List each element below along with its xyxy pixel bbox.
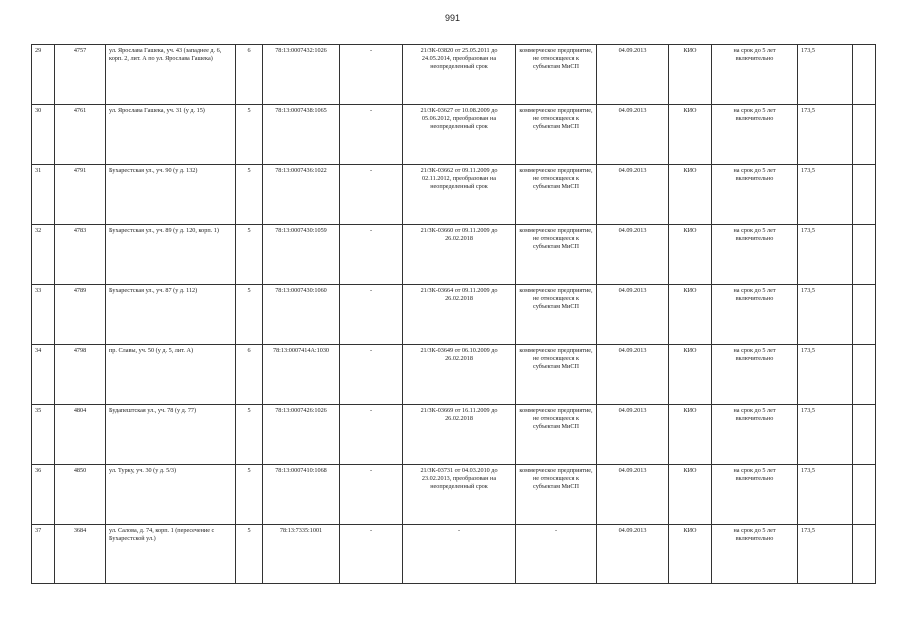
tenant-type-cell: коммерческое предприятие, не относящееся к субъектам МиСП [516, 285, 597, 345]
empty-cell-cell [853, 525, 876, 584]
cadastral-number-cell: 78:13:0007426:1026 [263, 405, 340, 465]
empty-cell-cell [853, 45, 876, 105]
table-row [32, 225, 876, 285]
table-row [32, 465, 876, 525]
decision-date-cell: 04.09.2013 [597, 525, 669, 584]
cadastral-number-cell: 78:13:0007430:1060 [263, 285, 340, 345]
table-row [32, 45, 876, 105]
row-number-cell: 36 [32, 465, 55, 525]
tenant-type-cell: коммерческое предприятие, не относящееся к субъектам МиСП [516, 105, 597, 165]
table-row [32, 285, 876, 345]
lease-term-cell: на срок до 5 лет включительно [712, 45, 798, 105]
row-number-cell: 30 [32, 105, 55, 165]
column-dash-cell: - [340, 525, 403, 584]
address-cell: ул. Турку, уч. 30 (у д. 5/3) [106, 465, 236, 525]
column-dash-cell: - [340, 405, 403, 465]
empty-cell-cell [853, 285, 876, 345]
object-id-cell: 4850 [55, 465, 106, 525]
tenant-type-cell: коммерческое предприятие, не относящееся к субъектам МиСП [516, 345, 597, 405]
lease-agreement-cell: 21/ЗК-03664 от 09.11.2009 до 26.02.2018 [403, 285, 516, 345]
table-row [32, 165, 876, 225]
decision-date-cell: 04.09.2013 [597, 225, 669, 285]
cadastral-number-cell: 78:13:7335:1001 [263, 525, 340, 584]
address-cell: ул. Салова, д. 74, корп. 1 (пересечение с Бухарестской ул.) [106, 525, 236, 584]
decision-date-cell: 04.09.2013 [597, 405, 669, 465]
column-dash-cell: - [340, 285, 403, 345]
lease-agreement-cell: 21/ЗК-03820 от 25.05.2011 до 24.05.2014, преобразован на неопределенный срок [403, 45, 516, 105]
row-number-cell: 33 [32, 285, 55, 345]
area-cell: 173,5 [798, 465, 853, 525]
empty-cell-cell [853, 105, 876, 165]
address-cell: Бухарестская ул., уч. 87 (у д. 112) [106, 285, 236, 345]
cadastral-number-cell: 78:13:0007430:1059 [263, 225, 340, 285]
zone-cell: 5 [236, 405, 263, 465]
lease-term-cell: на срок до 5 лет включительно [712, 345, 798, 405]
area-cell: 173,5 [798, 345, 853, 405]
cadastral-number-cell: 78:13:0007436:1022 [263, 165, 340, 225]
object-id-cell: 4798 [55, 345, 106, 405]
address-cell: пр. Славы, уч. 50 (у д. 5, лит. А) [106, 345, 236, 405]
lease-term-cell: на срок до 5 лет включительно [712, 225, 798, 285]
row-number-cell: 29 [32, 45, 55, 105]
zone-cell: 6 [236, 45, 263, 105]
lease-agreement-cell: 21/ЗК-03660 от 09.11.2009 до 26.02.2018 [403, 225, 516, 285]
object-id-cell: 4791 [55, 165, 106, 225]
address-cell: Бухарестская ул., уч. 89 (у д. 120, корп. 1) [106, 225, 236, 285]
decision-date-cell: 04.09.2013 [597, 285, 669, 345]
row-number-cell: 32 [32, 225, 55, 285]
area-cell: 173,5 [798, 45, 853, 105]
lease-term-cell: на срок до 5 лет включительно [712, 465, 798, 525]
organization-cell: КИО [669, 345, 712, 405]
organization-cell: КИО [669, 45, 712, 105]
lease-agreement-cell: - [403, 525, 516, 584]
object-id-cell: 4761 [55, 105, 106, 165]
table-row [32, 405, 876, 465]
column-dash-cell: - [340, 225, 403, 285]
lease-agreement-cell: 21/ЗК-03731 от 04.03.2010 до 23.02.2013, преобразован на неопределенный срок [403, 465, 516, 525]
tenant-type-cell: коммерческое предприятие, не относящееся к субъектам МиСП [516, 225, 597, 285]
address-cell: ул. Ярослава Гашека, уч. 43 (западнее д. 6, корп. 2, лит. А по ул. Ярослава Гашека) [106, 45, 236, 105]
lease-term-cell: на срок до 5 лет включительно [712, 285, 798, 345]
column-dash-cell: - [340, 165, 403, 225]
address-cell: Бухарестская ул., уч. 90 (у д. 132) [106, 165, 236, 225]
lease-agreement-cell: 21/ЗК-03627 от 10.08.2009 до 05.06.2012, преобразован на неопределенный срок [403, 105, 516, 165]
zone-cell: 5 [236, 285, 263, 345]
tenant-type-cell: коммерческое предприятие, не относящееся к субъектам МиСП [516, 465, 597, 525]
empty-cell-cell [853, 165, 876, 225]
zone-cell: 5 [236, 465, 263, 525]
lease-term-cell: на срок до 5 лет включительно [712, 105, 798, 165]
lease-agreement-cell: 21/ЗК-03662 от 09.11.2009 до 02.11.2012, преобразован на неопределенный срок [403, 165, 516, 225]
lease-agreement-cell: 21/ЗК-03669 от 16.11.2009 до 26.02.2018 [403, 405, 516, 465]
lease-term-cell: на срок до 5 лет включительно [712, 165, 798, 225]
zone-cell: 5 [236, 165, 263, 225]
object-id-cell: 4783 [55, 225, 106, 285]
object-id-cell: 4757 [55, 45, 106, 105]
document-table [31, 44, 876, 584]
decision-date-cell: 04.09.2013 [597, 345, 669, 405]
address-cell: Будапештская ул., уч. 78 (у д. 77) [106, 405, 236, 465]
row-number-cell: 31 [32, 165, 55, 225]
table-row [32, 105, 876, 165]
organization-cell: КИО [669, 225, 712, 285]
organization-cell: КИО [669, 285, 712, 345]
organization-cell: КИО [669, 165, 712, 225]
object-id-cell: 3684 [55, 525, 106, 584]
page-number: 991 [444, 13, 461, 23]
row-number-cell: 35 [32, 405, 55, 465]
organization-cell: КИО [669, 465, 712, 525]
area-cell: 173,5 [798, 405, 853, 465]
address-cell: ул. Ярослава Гашека, уч. 31 (у д. 15) [106, 105, 236, 165]
area-cell: 173,5 [798, 105, 853, 165]
area-cell: 173,5 [798, 285, 853, 345]
decision-date-cell: 04.09.2013 [597, 465, 669, 525]
lease-term-cell: на срок до 5 лет включительно [712, 405, 798, 465]
tenant-type-cell: коммерческое предприятие, не относящееся к субъектам МиСП [516, 165, 597, 225]
empty-cell-cell [853, 225, 876, 285]
object-id-cell: 4804 [55, 405, 106, 465]
organization-cell: КИО [669, 525, 712, 584]
organization-cell: КИО [669, 405, 712, 465]
tenant-type-cell: коммерческое предприятие, не относящееся к субъектам МиСП [516, 405, 597, 465]
area-cell: 173,5 [798, 165, 853, 225]
zone-cell: 5 [236, 225, 263, 285]
zone-cell: 5 [236, 525, 263, 584]
empty-cell-cell [853, 405, 876, 465]
decision-date-cell: 04.09.2013 [597, 165, 669, 225]
table-row [32, 525, 876, 584]
tenant-type-cell: коммерческое предприятие, не относящееся к субъектам МиСП [516, 45, 597, 105]
row-number-cell: 37 [32, 525, 55, 584]
tenant-type-cell: - [516, 525, 597, 584]
lease-term-cell: на срок до 5 лет включительно [712, 525, 798, 584]
organization-cell: КИО [669, 105, 712, 165]
cadastral-number-cell: 78:13:0007414А:1030 [263, 345, 340, 405]
column-dash-cell: - [340, 345, 403, 405]
cadastral-number-cell: 78:13:0007410:1068 [263, 465, 340, 525]
row-number-cell: 34 [32, 345, 55, 405]
zone-cell: 6 [236, 345, 263, 405]
cadastral-number-cell: 78:13:0007438:1065 [263, 105, 340, 165]
column-dash-cell: - [340, 45, 403, 105]
zone-cell: 5 [236, 105, 263, 165]
empty-cell-cell [853, 465, 876, 525]
table-row [32, 345, 876, 405]
area-cell: 173,5 [798, 525, 853, 584]
lease-agreement-cell: 21/ЗК-03649 от 06.10.2009 до 26.02.2018 [403, 345, 516, 405]
decision-date-cell: 04.09.2013 [597, 45, 669, 105]
empty-cell-cell [853, 345, 876, 405]
column-dash-cell: - [340, 105, 403, 165]
column-dash-cell: - [340, 465, 403, 525]
object-id-cell: 4789 [55, 285, 106, 345]
cadastral-number-cell: 78:13:0007432:1026 [263, 45, 340, 105]
area-cell: 173,5 [798, 225, 853, 285]
decision-date-cell: 04.09.2013 [597, 105, 669, 165]
